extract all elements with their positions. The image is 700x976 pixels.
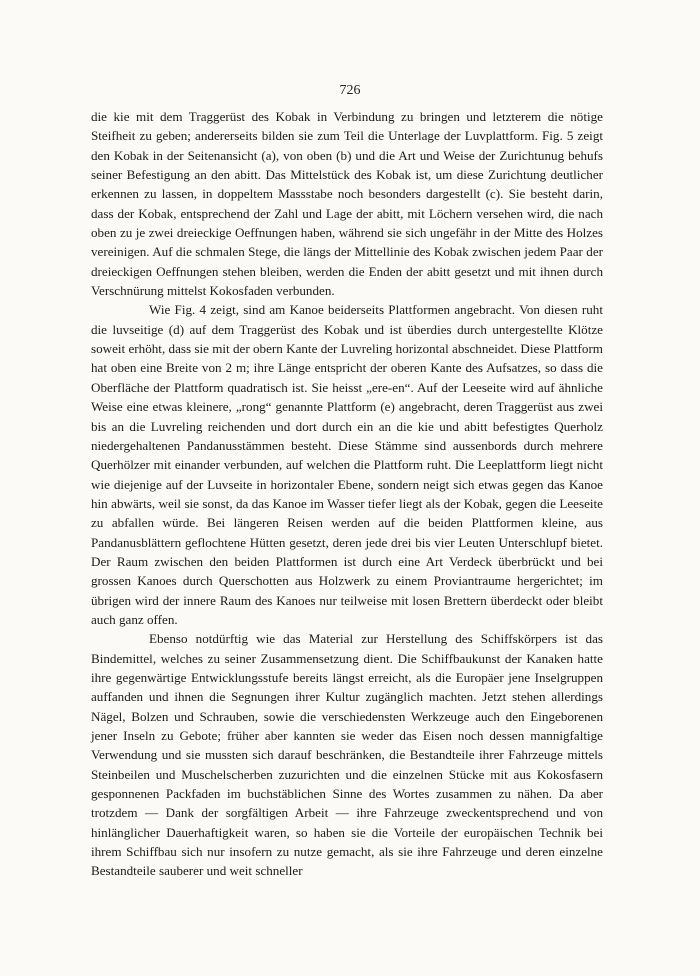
page-number: 726 <box>339 83 361 98</box>
paragraph-1: die kie mit dem Traggerüst des Kobak in Verbindung zu bringen und letzterem die nötige Steifheit zu geben; andererseits bilden sie zum Teil die Unterlage der Luvplattform. Fig. 5 zeigt den Kobak in der Seitenansicht (a), von oben (b) und die Art und Weise der Zurichtunug behufs seiner Befestigung an den abitt. Das Mittelstück des Kobak ist, um diese Zurichtung deutlicher erkennen zu lassen, in doppeltem Massstabe noch besonders dargestellt (c). Sie besteht darin, dass der Kobak, entsprechend der Zahl und Lage der abitt, mit Löchern versehen wird, die nach oben zu je zwei dreieckige Oeffnungen haben, während sie sich ungefähr in der Mitte des Holzes vereinigen. Auf die schmalen Stege, die längs der Mittellinie des Kobak zwischen jedem Paar der dreieckigen Oeffnungen stehen bleiben, werden die Enden der abitt gesetzt und mit ihnen durch Verschnürung mittelst Kokosfaden verbunden. <box>91 109 603 299</box>
paragraph-2: Wie Fig. 4 zeigt, sind am Kanoe beiderseits Plattformen angebracht. Von diesen ruht die luvseitige (d) auf dem Traggerüst des Kobak und ist überdies durch untergestellte Klötze soweit erhöht, dass sie mit der obern Kante der Luvreling horizontal abschneidet. Diese Plattform hat oben eine Breite von 2 m; ihre Länge entspricht der oberen Kante des Aufsatzes, so dass die Oberfläche der Plattform quadratisch ist. Sie heisst „ere-en“. Auf der Leeseite wird auf ähnliche Weise eine etwas kleinere, „rong“ genannte Plattform (e) angebracht, deren Traggerüst aus zwei bis an die Luvreling reichenden und dort durch ein an die kie und abitt befestigtes Querholz niedergehaltenen Pandanusstämmen besteht. Diese Stämme sind aussenbords durch mehrere Querhölzer mit einander verbunden, auf welchen die Plattform ruht. Die Leeplattform liegt nicht wie diejenige auf der Luvseite in horizontaler Ebene, sondern neigt sich etwas gegen das Kanoe hin abwärts, weil sie sonst, da das Kanoe im Wasser tiefer liegt als der Kobak, gegen die Leeseite zu abfallen würde. Bei längeren Reisen werden auf die beiden Plattformen kleine, aus Pandanusblättern geflochtene Hütten gesetzt, deren jede drei bis vier Leuten Unterschlupf bietet. Der Raum zwischen den beiden Plattformen ist durch eine Art Verdeck überbrückt und bei grossen Kanoes durch Querschotten aus Holzwerk zu einem Proviantraume hergerichtet; im übrigen wird der innere Raum des Kanoes nur teilweise mit losen Brettern überdeckt oder bleibt auch ganz offen. <box>91 302 603 627</box>
paragraph-3: Ebenso notdürftig wie das Material zur Herstellung des Schiffskörpers ist das Bindemittel, welches zu seiner Zusammensetzung dient. Die Schiffbaukunst der Kanaken hatte ihre gegenwärtige Entwicklungsstufe bereits längst erreicht, als die Europäer jene Inselgruppen auffanden und ihnen die Segnungen ihrer Kultur zugänglich machten. Jetzt stehen allerdings Nägel, Bolzen und Schrauben, sowie die verschiedensten Werkzeuge auch den Eingeborenen jener Inseln zu Gebote; früher aber kannten sie weder das Eisen noch dessen mannigfaltige Verwendung und sie mussten sich darauf beschränken, die Bestandteile ihrer Fahrzeuge mittels Steinbeilen und Muschelscherben zuzurichten und die einzelnen Stücke mit aus Kokosfasern gesponnenen Packfaden im buchstäblichen Sinne des Wortes zusammen zu nähen. Da aber trotzdem — Dank der sorgfältigen Arbeit — ihre Fahrzeuge zweckentsprechend und von hinlänglicher Dauerhaftigkeit waren, so haben sie die Vorteile der europäischen Technik bei ihrem Schiffbau sich nur insofern zu nutze gemacht, als sie ihre Fahrzeuge und deren einzelne Bestandteile sauberer und weit schneller <box>91 631 603 879</box>
body-text <box>91 107 603 881</box>
